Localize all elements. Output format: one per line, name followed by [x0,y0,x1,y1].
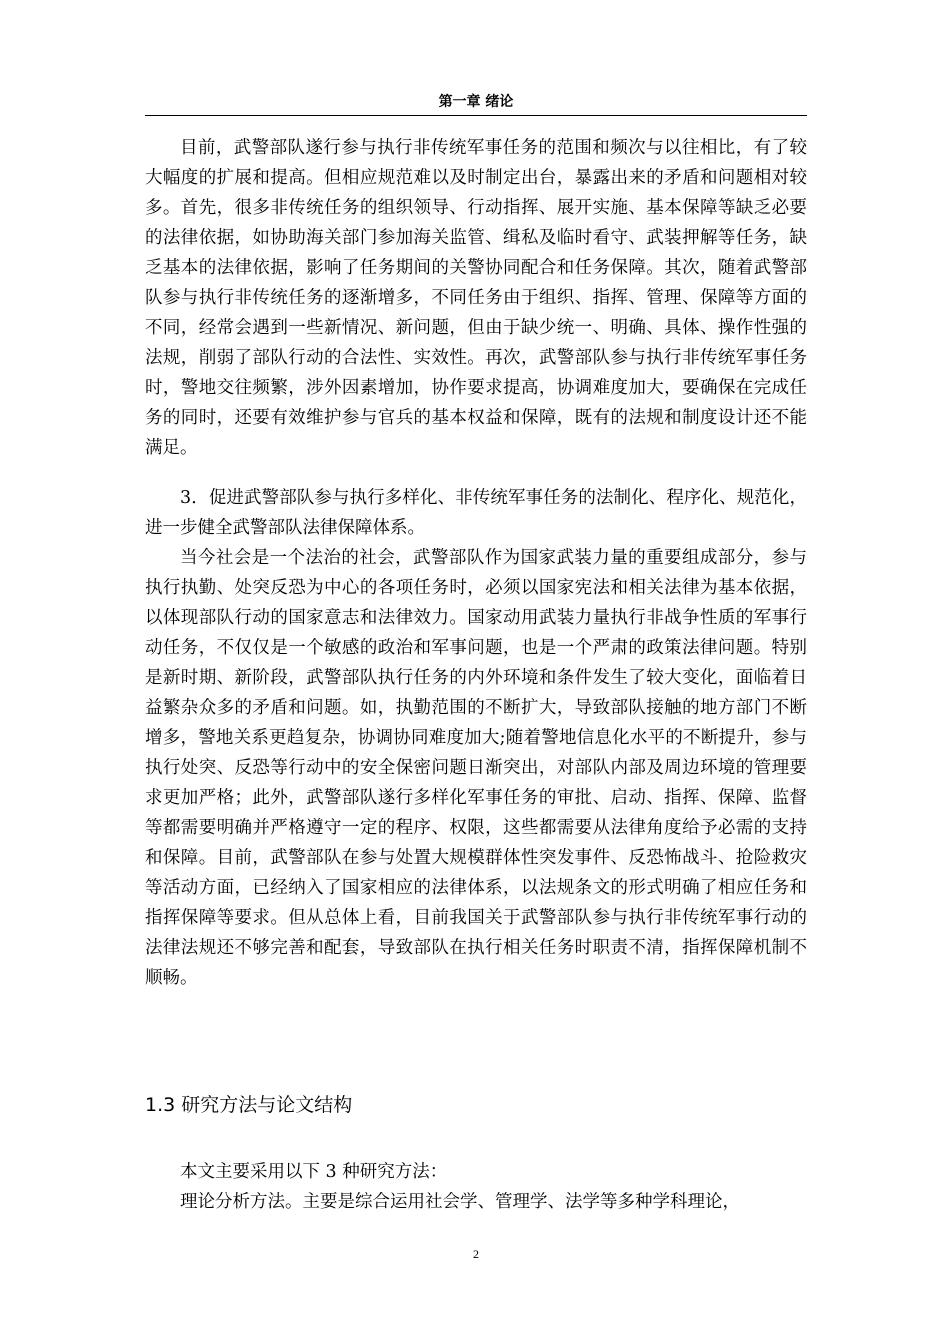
body-paragraph: 理论分析方法。主要是综合运用社会学、管理学、法学等多种学科理论， [180,1192,740,1212]
body-paragraph: 目前，武警部队遂行参与执行非传统军事任务的范围和频次与以往相比，有了较大幅度的扩展和提高。但相应规范难以及时制定出台，暴露出来的矛盾和问题相对较多。首先，很多非传统任务的组织领导、行动指挥、展开实施、基本保障等缺乏必要的法律依据，如协助海关部门参加海关监管、缉私及临时看守、武装押解等任务，缺乏基本的法律依据，影响了任务期间的关警协同配合和任务保障。其次，随着武警部队参与执行非传统任务的逐渐增多，不同任务由于组织、指挥、管理、保障等方面的不同，经常会遇到一些新情况、新问题，但由于缺少统一、明确、具体、操作性强的法规，削弱了部队行动的合法性、实效性。再次，武警部队参与执行非传统军事任务时，警地交往频繁，涉外因素增加，协作要求提高，协调难度加大，要确保在完成任务的同时，还要有效维护参与官兵的基本权益和保障，既有的法规和制度设计还不能满足。 [145,138,807,458]
body-paragraph: 本文主要采用以下 3 种研究方法： [180,1162,448,1182]
body-paragraph: 当今社会是一个法治的社会，武警部队作为国家武装力量的重要组成部分，参与执行执勤、处突反恐为中心的各项任务时，必须以国家宪法和相关法律为基本依据，以体现部队行动的国家意志和法律效力。国家动用武装力量执行非战争性质的军事行动任务，不仅仅是一个敏感的政治和军事问题，也是一个严肃的政策法律问题。特别是新时期、新阶段，武警部队执行任务的内外环境和条件发生了较大变化，面临着日益繁杂众多的矛盾和问题。如，执勤范围的不断扩大，导致部队接触的地方部门不断增多，警地关系更趋复杂，协调协同难度加大;随着警地信息化水平的不断提升，参与执行处突、反恐等行动中的安全保密问题日渐突出，对部队内部及周边环境的管理要求更加严格；此外，武警部队遂行多样化军事任务的审批、启动、指挥、保障、监督等都需要明确并严格遵守一定的程序、权限，这些都需要从法律角度给予必需的支持和保障。目前，武警部队在参与处置大规模群体性突发事件、反恐怖战斗、抢险救灾等活动方面，已经纳入了国家相应的法律体系，以法规条文的形式明确了相应任务和指挥保障等要求。但从总体上看，目前我国关于武警部队参与执行非传统军事行动的法律法规还不够完善和配套，导致部队在执行相关任务时职责不清，指挥保障机制不顺畅。 [145,548,807,988]
running-header: 第一章 绪论 [438,94,514,110]
header-divider [145,115,807,116]
body-paragraph: 3．促进武警部队参与执行多样化、非传统军事任务的法制化、程序化、规范化，进一步健全武警部队法律保障体系。 [145,488,807,538]
page-number: 2 [473,1247,479,1261]
section-heading: 1.3 研究方法与论文结构 [145,1094,353,1116]
